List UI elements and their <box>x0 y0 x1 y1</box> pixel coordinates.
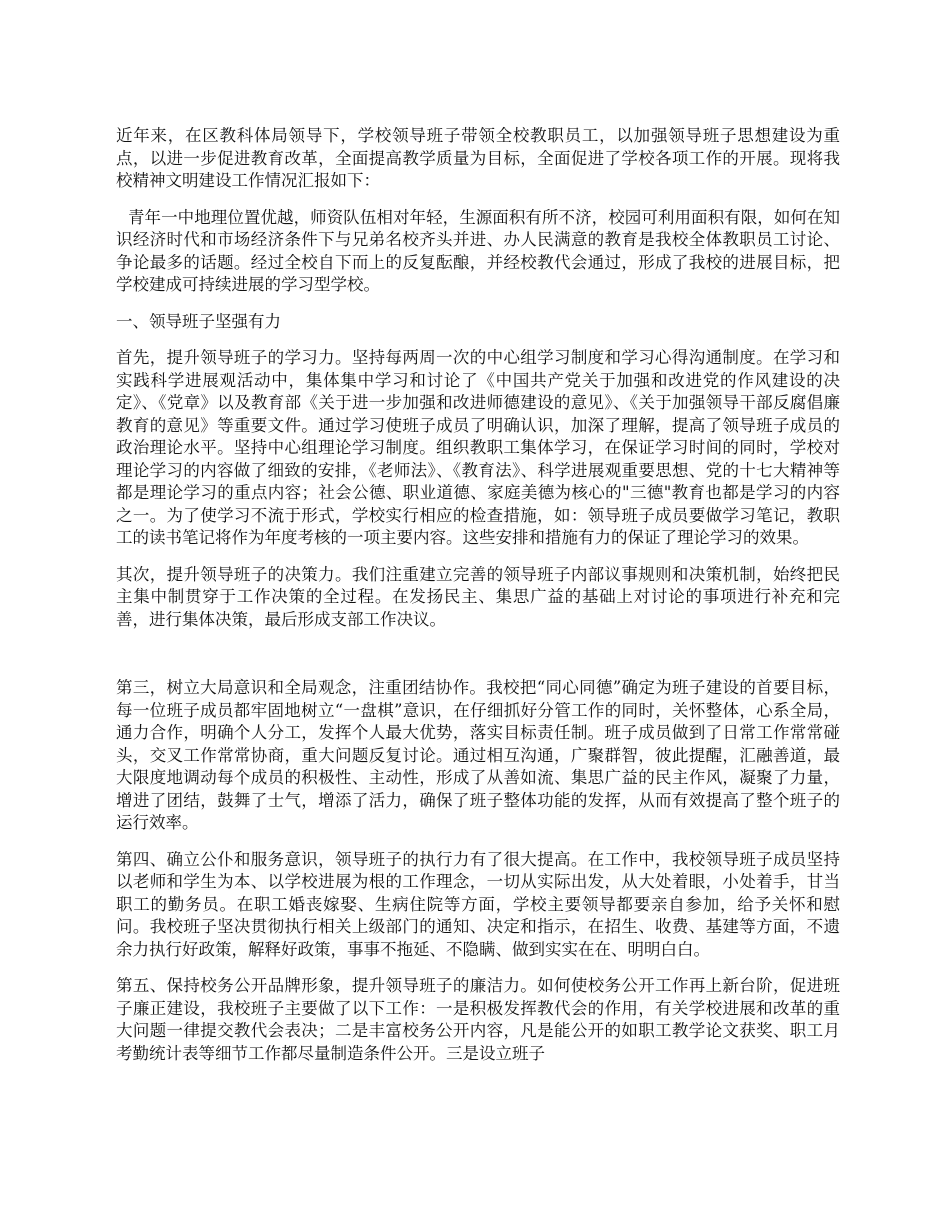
section-heading-leadership: 一、领导班子坚强有力 <box>116 311 281 331</box>
fourth-point-paragraph: 第四、确立公仆和服务意识，领导班子的执行力有了很大提高。在工作中，我校领导班子成员坚持以老师和学生为本、以学校进展为根的工作理念，一切从实际出发，从大处着眼，小处着手，甘当职工的勤务员。在职工婚丧嫁娶、生病住院等方面，学校主要领导都要亲自参加，给予关怀和慰问。我校班子坚决贯彻执行相关上级部门的通知、决定和指示，在招生、收费、基建等方面，不遗余力执行好政策，解释好政策，事事不拖延、不隐瞒、做到实实在在、明明白白。 <box>116 849 840 959</box>
third-point-paragraph: 第三，树立大局意识和全局观念，注重团结协作。我校把“同心同德”确定为班子建设的首要目标，每一位班子成员都牢固地树立“一盘棋”意识，在仔细抓好分管工作的同时，关怀整体，心系全局，通力合作，明确个人分工，发挥个人最大优势，落实目标责任制。班子成员做到了日常工作常常碰头，交叉工作常常协商，重大问题反复讨论。通过相互沟通，广聚群智，彼此提醒，汇融善道，最大限度地调动每个成员的积极性、主动性，形成了从善如流、集思广益的民主作风，凝聚了力量，增进了团结，鼓舞了士气，增添了活力，确保了班子整体功能的发挥，从而有效提高了整个班子的运行效率。 <box>116 678 840 832</box>
intro-paragraph: 近年来，在区教科体局领导下，学校领导班子带领全校教职员工，以加强领导班子思想建设为重点，以进一步促进教育改革，全面提高教学质量为目标，全面促进了学校各项工作的开展。现将我校精神文明建设工作情况汇报如下： <box>116 126 840 190</box>
second-point-paragraph: 其次，提升领导班子的决策力。我们注重建立完善的领导班子内部议事规则和决策机制，始终把民主集中制贯穿于工作决策的全过程。在发扬民主、集思广益的基础上对讨论的事项进行补充和完善，进行集体决策，最后形成支部工作决议。 <box>116 564 840 629</box>
background-paragraph: 青年一中地理位置优越，师资队伍相对年轻，生源面积有所不济，校园可利用面积有限，如何在知识经济时代和市场经济条件下与兄弟名校齐头并进、办人民满意的教育是我校全体教职员工讨论、争论最多的话题。经过全校自下而上的反复酝酿，并经校教代会通过，形成了我校的进展目标，把学校建成可持续进展的学习型学校。 <box>116 207 840 294</box>
paragraph-gap <box>116 645 840 677</box>
document-body <box>116 125 840 1079</box>
fifth-point-paragraph: 第五、保持校务公开品牌形象，提升领导班子的廉洁力。如何使校务公开工作再上新台阶，促进班子廉正建设，我校班子主要做了以下工作：一是积极发挥教代会的作用，有关学校进展和改革的重大问题一律提交教代会表决；二是丰富校务公开内容，凡是能公开的如职工教学论文获奖、职工月考勤统计表等细节工作都尽量制造条件公开。三是设立班子 <box>116 976 840 1063</box>
first-point-paragraph: 首先，提升领导班子的学习力。坚持每两周一次的中心组学习制度和学习心得沟通制度。在学习和实践科学进展观活动中，集体集中学习和讨论了《中国共产党关于加强和改进党的作风建设的决定》、《党章》以及教育部《关于进一步加强和改进师德建设的意见》、《关于加强领导干部反腐倡廉教育的意见》等重要文件。通过学习使班子成员了明确认识，加深了理解，提高了领导班子成员的政治理论水平。坚持中心组理论学习制度。组织教职工集体学习，在保证学习时间的同时，学校对理论学习的内容做了细致的安排，《老师法》、《教育法》、科学进展观重要思想、党的十七大精神等都是理论学习的重点内容；社会公德、职业道德、家庭美德为核心的"三德"教育也都是学习的内容之一。为了使学习不流于形式，学校实行相应的检查措施，如：领导班子成员要做学习笔记，教职工的读书笔记将作为年度考核的一项主要内容。这些安排和措施有力的保证了理论学习的效果。 <box>116 348 840 547</box>
